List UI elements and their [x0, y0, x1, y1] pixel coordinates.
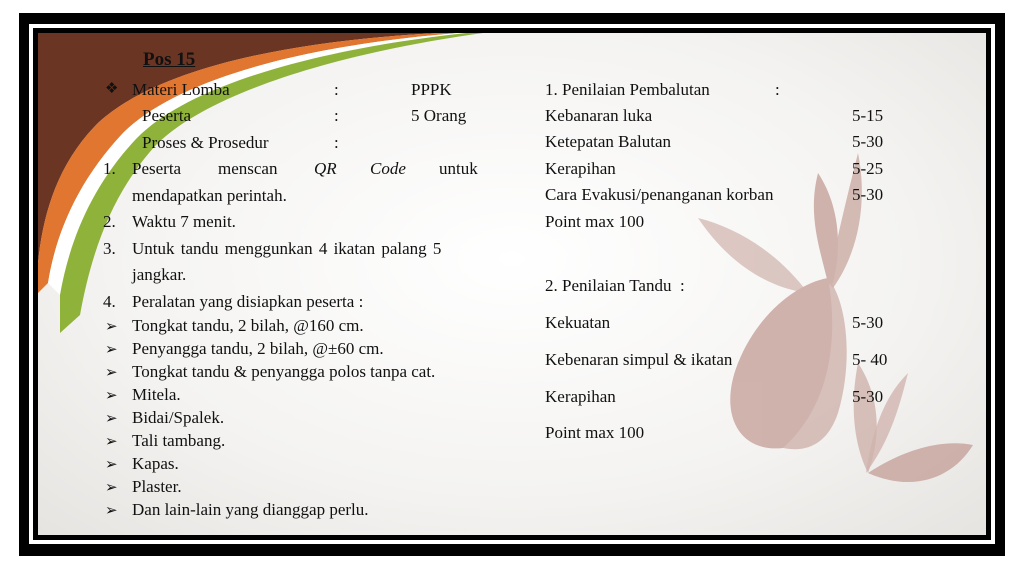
slide — [38, 33, 986, 535]
peserta-colon: : — [334, 106, 339, 125]
score-label: Cara Evakusi/penanganan korban — [545, 185, 774, 204]
score-value: 5- 40 — [852, 350, 888, 369]
list-item: Mitela. — [132, 385, 181, 404]
materi-colon: : — [334, 80, 339, 99]
list-item: Kapas. — [132, 454, 179, 473]
score-label: Kerapihan — [545, 159, 616, 178]
proses-label: Proses & Prosedur — [142, 133, 269, 152]
point-max: Point max 100 — [545, 212, 645, 231]
peserta-label: Peserta — [142, 106, 192, 125]
step-text-line2: jangkar. — [132, 265, 187, 284]
arrow-bullet-icon: ➢ — [105, 480, 118, 496]
score-label: Ketepatan Balutan — [545, 132, 672, 151]
list-item: Tali tambang. — [132, 431, 226, 450]
list-item: Tongkat tandu, 2 bilah, @160 cm. — [132, 316, 364, 335]
arrow-bullet-icon: ➢ — [105, 411, 118, 427]
arrow-bullet-icon: ➢ — [105, 457, 118, 473]
list-item: Plaster. — [132, 477, 182, 496]
step-number: 4. — [103, 292, 116, 311]
arrow-bullet-icon: ➢ — [105, 365, 118, 381]
score-label: Kebenaran simpul & ikatan — [545, 350, 733, 369]
step-word: Peserta — [132, 159, 182, 178]
list-item: Bidai/Spalek. — [132, 408, 225, 427]
list-item: Dan lain-lain yang dianggap perlu. — [132, 500, 369, 519]
point-max: Point max 100 — [545, 423, 645, 442]
step-word: QR — [314, 159, 337, 178]
score-value: 5-30 — [852, 185, 884, 204]
step-text: Waktu 7 menit. — [132, 212, 236, 231]
arrow-bullet-icon: ➢ — [105, 319, 118, 335]
arrow-bullet-icon: ➢ — [105, 388, 118, 404]
list-item: Tongkat tandu & penyangga polos tanpa cat. — [132, 362, 436, 381]
arrow-bullet-icon: ➢ — [105, 342, 118, 358]
peserta-value: 5 Orang — [411, 106, 467, 125]
page-title: Pos 15 — [143, 49, 196, 70]
materi-value: PPPK — [411, 80, 452, 99]
step-number: 2. — [103, 212, 116, 231]
diamond-bullet-icon: ❖ — [105, 81, 119, 97]
score-value: 5-30 — [852, 387, 884, 406]
materi-label: Materi Lomba — [132, 80, 230, 99]
step-text: Peralatan yang disiapkan peserta : — [132, 292, 364, 311]
step-number: 1. — [103, 159, 116, 178]
step-word: untuk — [439, 159, 478, 178]
arrow-bullet-icon: ➢ — [105, 434, 118, 450]
proses-colon: : — [334, 133, 339, 152]
section1-colon: : — [775, 80, 780, 99]
score-value: 5-25 — [852, 159, 884, 178]
step-text-line2: mendapatkan perintah. — [132, 186, 287, 205]
score-label: Kekuatan — [545, 313, 611, 332]
step-number: 3. — [103, 239, 116, 258]
list-item: Penyangga tandu, 2 bilah, @±60 cm. — [132, 339, 384, 358]
step-word: menscan — [218, 159, 278, 178]
arrow-bullet-icon: ➢ — [105, 503, 118, 519]
score-value: 5-15 — [852, 106, 884, 125]
step-text: Untuk tandu menggunkan 4 ikatan palang 5 — [132, 239, 442, 258]
score-value: 5-30 — [852, 132, 884, 151]
score-label: Kebanaran luka — [545, 106, 653, 125]
section2-title: 2. Penilaian Tandu : — [545, 276, 685, 295]
section1-title: 1. Penilaian Pembalutan — [545, 80, 710, 99]
score-value: 5-30 — [852, 313, 884, 332]
score-label: Kerapihan — [545, 387, 616, 406]
step-word: Code — [370, 159, 406, 178]
